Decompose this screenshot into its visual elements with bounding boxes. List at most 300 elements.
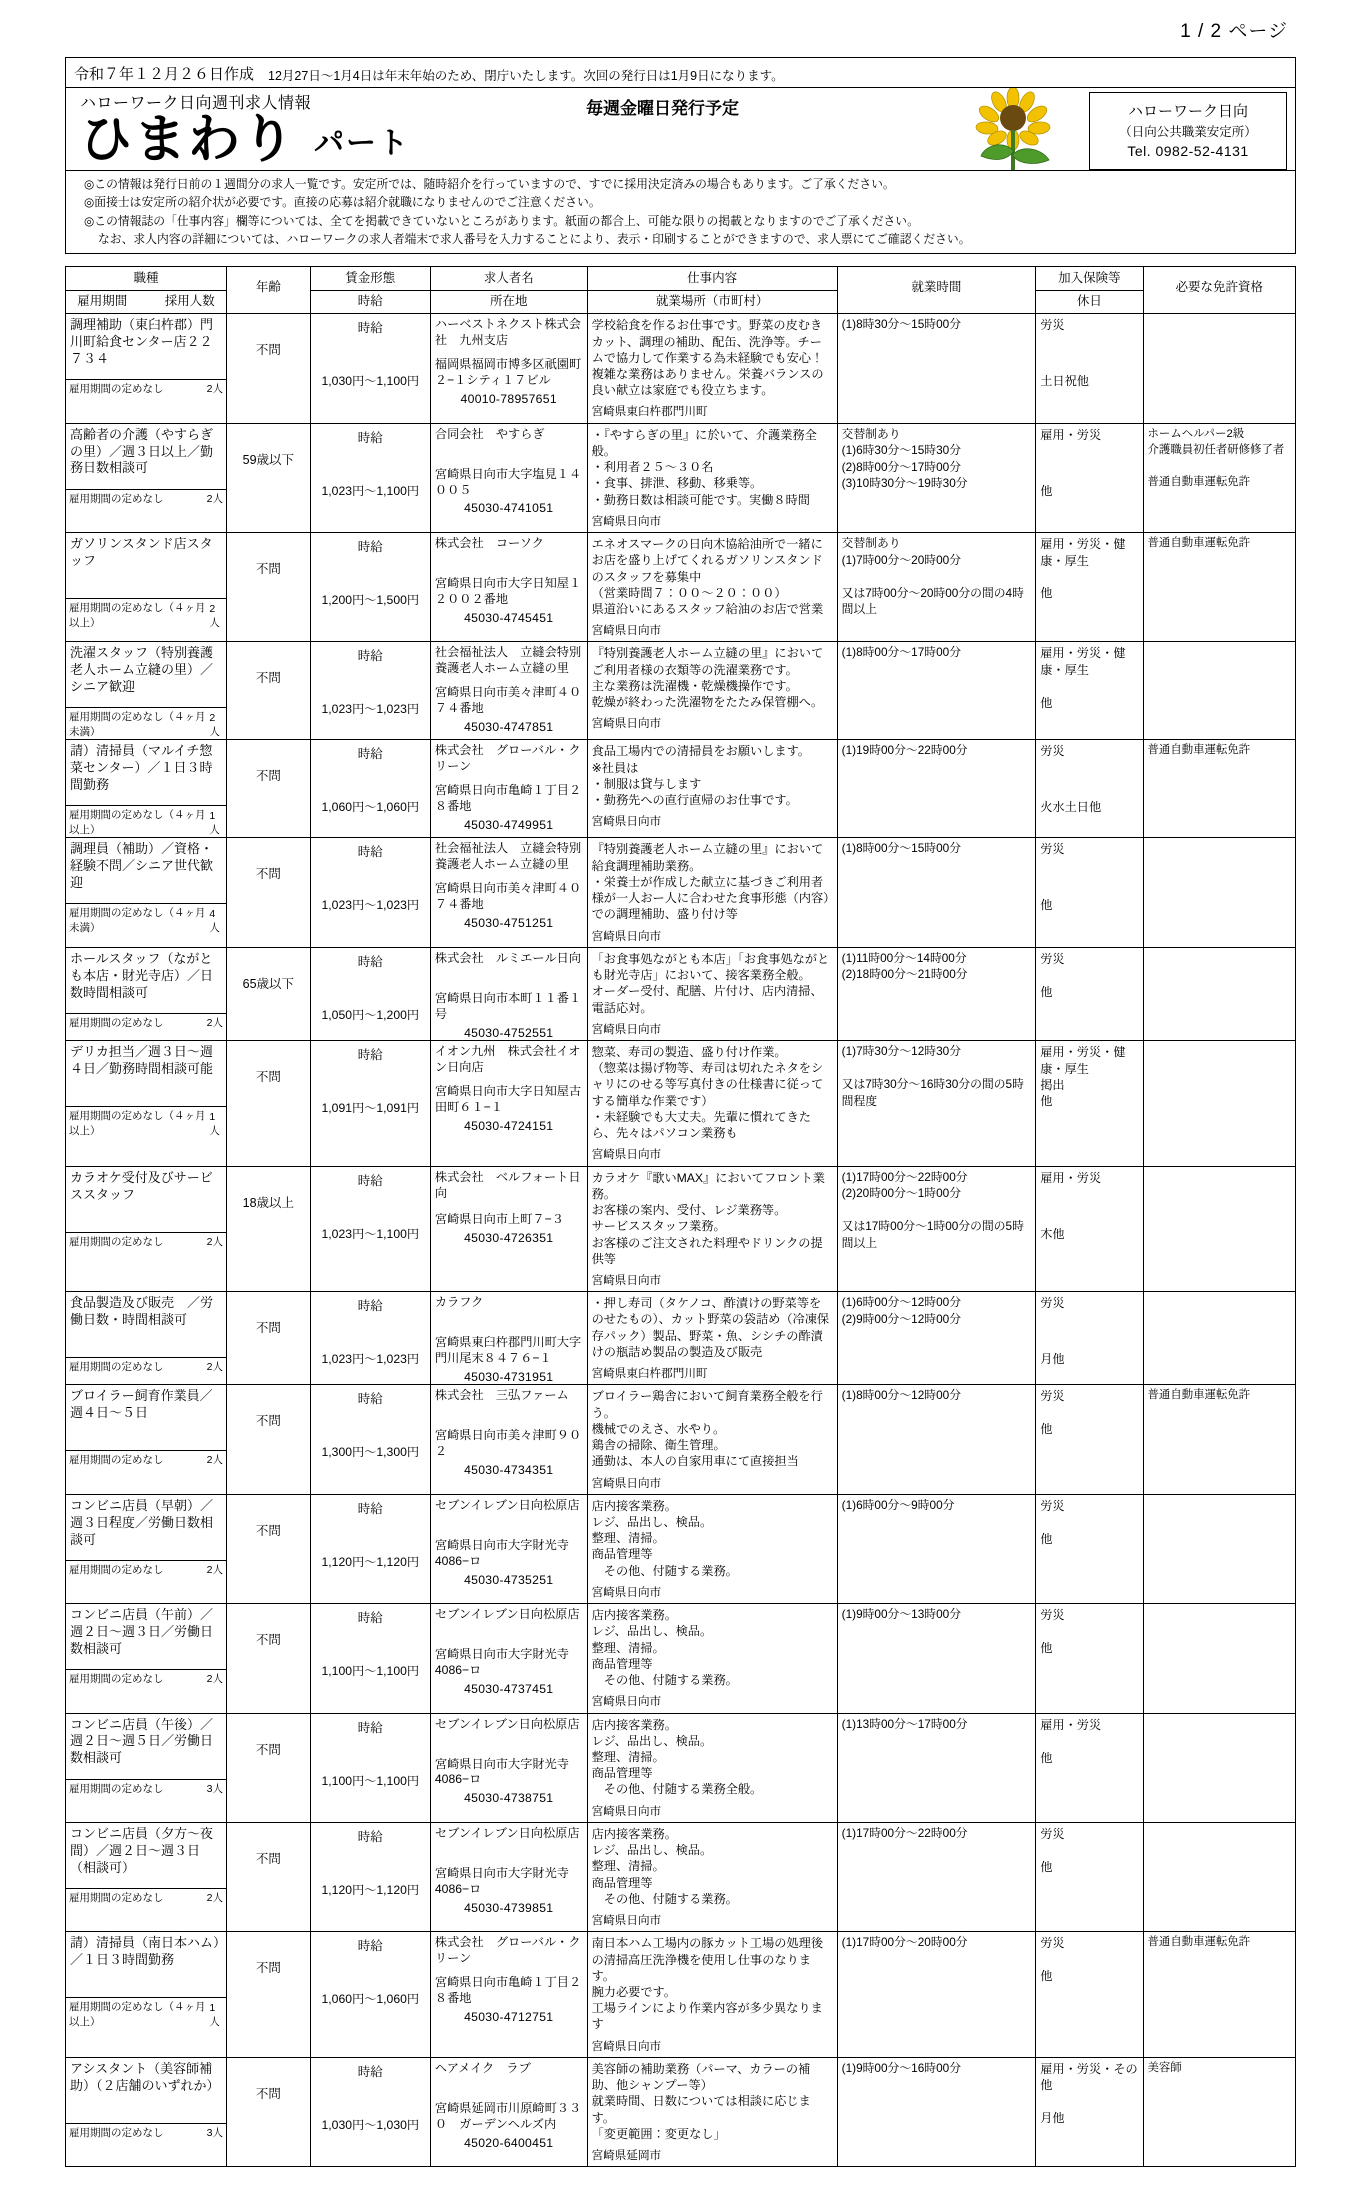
required-license-15: 普通自動車運転免許 bbox=[1147, 1936, 1251, 1949]
cell-age bbox=[226, 1494, 310, 1603]
job-listing-table bbox=[65, 266, 1296, 2167]
cell-insurance bbox=[1036, 740, 1143, 838]
cell-license bbox=[1143, 423, 1295, 532]
wage-range-3: 1,023円〜1,023円 bbox=[321, 702, 420, 717]
holidays-3 bbox=[1036, 714, 1142, 727]
required-license-1: ホームヘルパー2級 介護職員初任者研修修了者 普通自動車運転免許 bbox=[1147, 427, 1285, 488]
cell-job bbox=[66, 1713, 227, 1822]
employer-address-13: 宮崎県日向市大字財光寺4086−ロ bbox=[434, 1756, 569, 1787]
cell-insurance bbox=[1036, 1822, 1143, 1931]
required-license-5 bbox=[1144, 838, 1295, 844]
cell-employer bbox=[430, 642, 587, 740]
cell-license bbox=[1143, 1166, 1295, 1292]
employer-address-1: 宮崎県日向市大字塩見１４００５ bbox=[434, 466, 582, 497]
cell-wage bbox=[310, 740, 430, 838]
cell-job bbox=[66, 838, 227, 947]
cell-hours bbox=[837, 838, 1036, 947]
office-info-box bbox=[1089, 92, 1287, 170]
job-title-6: ホールスタッフ（ながとも本店・財光寺店）／日数時間相談可 bbox=[70, 950, 214, 1000]
wage-form-8: 時給 bbox=[357, 1173, 383, 1188]
work-location-14: 宮崎県日向市 bbox=[591, 1914, 662, 1928]
table-row bbox=[66, 1713, 1296, 1822]
office-name: ハローワーク日向 bbox=[1127, 103, 1248, 120]
work-location-9: 宮崎県東臼杵郡門川町 bbox=[591, 1367, 708, 1381]
cell-wage bbox=[310, 1385, 430, 1494]
age-value-14: 不問 bbox=[255, 1851, 281, 1866]
job-title-3: 洗濯スタッフ（特別養護老人ホーム立縫の里）／シニア歓迎 bbox=[70, 645, 214, 695]
job-period-13: 雇用期間の定めなし 3人 bbox=[66, 1779, 226, 1796]
work-description-3: 『特別養護老人ホーム立縫の里』においてご利用者様の衣類等の洗濯業務です。 主な業務は洗濯機・乾燥機操作です。 乾燥が終わった洗濯物をたたみ保管棚へ。 bbox=[591, 646, 824, 710]
age-value-8: 18歳以上 bbox=[242, 1195, 295, 1210]
work-description-7: 惣菜、寿司の製造、盛り付け作業。 （惣菜は揚げ物等、寿司は切れたネタをシャリにのせる等写真付きの仕様書に従ってする簡単な作業です） ・未経験でも大丈夫。先輩に慣れてきたら、先々はパソコン業務も bbox=[591, 1045, 824, 1141]
age-value-6: 65歳以下 bbox=[242, 976, 295, 991]
required-license-16: 美容師 bbox=[1147, 2061, 1182, 2074]
work-hours-14: (1)17時00分〜22時00分 bbox=[841, 1825, 968, 1840]
age-value-3: 不問 bbox=[255, 671, 281, 686]
cell-work bbox=[587, 1385, 837, 1494]
cell-insurance bbox=[1036, 1041, 1143, 1167]
cell-license bbox=[1143, 1041, 1295, 1167]
job-title-12: コンビニ店員（午前）／週２日〜週３日／労働日数相談可 bbox=[70, 1607, 214, 1656]
wage-range-14: 1,120円〜1,120円 bbox=[321, 1882, 420, 1897]
cell-hours bbox=[837, 1932, 1036, 2058]
cell-hours bbox=[837, 1041, 1036, 1167]
holidays-0: 土日祝他 bbox=[1040, 374, 1089, 389]
cell-work bbox=[587, 642, 837, 740]
required-license-3 bbox=[1144, 642, 1295, 648]
cell-wage bbox=[310, 1166, 430, 1292]
cell-job bbox=[66, 314, 227, 423]
cell-wage bbox=[310, 1932, 430, 2058]
job-number-10: 45030-4734351 bbox=[464, 1463, 554, 1478]
wage-range-13: 1,100円〜1,100円 bbox=[321, 1773, 420, 1788]
cell-employer bbox=[430, 947, 587, 1040]
wage-form-11: 時給 bbox=[357, 1501, 383, 1516]
employer-address-10: 宮崎県日向市美々津町９０２ bbox=[434, 1428, 582, 1459]
cell-wage bbox=[310, 1292, 430, 1385]
cell-license bbox=[1143, 642, 1295, 740]
wage-range-0: 1,030円〜1,100円 bbox=[321, 374, 420, 389]
cell-work bbox=[587, 947, 837, 1040]
insurance-7: 雇用・労災・健康・厚生 掲出 他 bbox=[1040, 1045, 1126, 1109]
age-value-4: 不問 bbox=[255, 769, 281, 784]
job-title-11: コンビニ店員（早朝）／週３日程度／労働日数相談可 bbox=[70, 1497, 214, 1547]
job-number-5: 45030-4751251 bbox=[464, 916, 554, 931]
age-value-10: 不問 bbox=[255, 1414, 281, 1429]
wage-range-10: 1,300円〜1,300円 bbox=[321, 1445, 420, 1460]
work-description-13: 店内接客業務。 レジ、品出し、検品。 整理、清掃。 商品管理等 その他、付随する業務全般。 bbox=[591, 1717, 763, 1797]
work-location-6: 宮崎県日向市 bbox=[591, 1022, 662, 1036]
age-value-12: 不問 bbox=[255, 1633, 281, 1648]
work-hours-9: (1)6時00分〜12時00分 (2)9時00分〜12時00分 bbox=[841, 1295, 961, 1326]
job-title-15: 請）清掃員（南日本ハム）／１日３時間勤務 bbox=[70, 1935, 220, 1968]
work-hours-15: (1)17時00分〜20時00分 bbox=[841, 1935, 968, 1950]
job-title-13: コンビニ店員（午後）／週２日〜週５日／労働日数相談可 bbox=[70, 1716, 214, 1766]
required-license-11 bbox=[1144, 1495, 1295, 1501]
holidays-4: 火水土日他 bbox=[1040, 800, 1102, 815]
cell-job bbox=[66, 1494, 227, 1603]
wage-range-5: 1,023円〜1,023円 bbox=[321, 898, 420, 913]
table-row bbox=[66, 1822, 1296, 1931]
cell-insurance bbox=[1036, 1292, 1143, 1385]
wage-form-7: 時給 bbox=[357, 1048, 383, 1063]
job-number-12: 45030-4737451 bbox=[464, 1681, 554, 1696]
employer-name-11: セブンイレブン日向松原店 bbox=[434, 1497, 580, 1512]
cell-insurance bbox=[1036, 1713, 1143, 1822]
job-number-14: 45030-4739851 bbox=[464, 1900, 554, 1915]
holidays-7 bbox=[1036, 1113, 1142, 1126]
wage-form-10: 時給 bbox=[357, 1392, 383, 1407]
insurance-15: 労災 他 bbox=[1040, 1936, 1065, 1984]
cell-age bbox=[226, 1932, 310, 2058]
work-description-12: 店内接客業務。 レジ、品出し、検品。 整理、清掃。 商品管理等 その他、付随する業務。 bbox=[591, 1608, 738, 1688]
job-title-9: 食品製造及び販売 ／労働日数・時間相談可 bbox=[70, 1295, 214, 1328]
publication-subtitle: ハローワーク日向週刊求人情報 bbox=[80, 95, 312, 112]
age-value-5: 不問 bbox=[255, 867, 281, 882]
wage-range-2: 1,200円〜1,500円 bbox=[321, 593, 420, 608]
employer-name-3: 社会福祉法人 立縫会特別養護老人ホーム立縫の里 bbox=[434, 645, 582, 676]
work-location-7: 宮崎県日向市 bbox=[591, 1148, 662, 1162]
required-license-6 bbox=[1144, 948, 1295, 954]
work-hours-16: (1)9時00分〜16時00分 bbox=[841, 2060, 961, 2075]
cell-hours bbox=[837, 1713, 1036, 1822]
table-row bbox=[66, 314, 1296, 423]
insurance-14: 労災 他 bbox=[1040, 1826, 1065, 1874]
cell-age bbox=[226, 1604, 310, 1713]
cell-work bbox=[587, 1822, 837, 1931]
wage-form-9: 時給 bbox=[357, 1299, 383, 1314]
job-period-0: 雇用期間の定めなし 2人 bbox=[66, 379, 226, 396]
work-hours-7: (1)7時30分〜12時30分 又は7時30分〜16時30分の間の5時間程度 bbox=[841, 1044, 1024, 1108]
col-header-insurance: 加入保険等 休日 bbox=[1036, 267, 1143, 314]
cell-job bbox=[66, 423, 227, 532]
cell-hours bbox=[837, 1494, 1036, 1603]
holidays-1: 他 bbox=[1040, 483, 1053, 498]
work-description-8: カラオケ『歌いMAX』においてフロント業務。 お客様の案内、受付、レジ業務等。 サービススタッフ業務。 お客様のご注文された料理やドリンクの提供等 bbox=[591, 1170, 825, 1266]
work-hours-1: 交替制あり (1)6時30分〜15時30分 (2)8時00分〜17時00分 (3)10時30分〜19時30分 bbox=[841, 426, 968, 491]
job-period-3: 雇用期間の定めなし（４ヶ月未満） 2人 bbox=[66, 707, 226, 739]
note-1: ◎この情報は発行日前の１週間分の求人一覧です。安定所では、随時紹介を行っていますので、すでに採用決定済みの場合もあります。ご了承ください。 bbox=[84, 177, 895, 192]
table-row bbox=[66, 1041, 1296, 1167]
wage-form-13: 時給 bbox=[357, 1720, 383, 1735]
required-license-10: 普通自動車運転免許 bbox=[1147, 1389, 1251, 1402]
holidays-6 bbox=[1036, 1013, 1142, 1026]
table-row bbox=[66, 533, 1296, 642]
employer-address-5: 宮崎県日向市美々津町４０７４番地 bbox=[434, 881, 582, 912]
required-license-0 bbox=[1144, 314, 1295, 320]
employer-address-11: 宮崎県日向市大字財光寺4086−ロ bbox=[434, 1537, 569, 1568]
cell-license bbox=[1143, 838, 1295, 947]
holidays-16 bbox=[1036, 2130, 1142, 2143]
required-license-14 bbox=[1144, 1823, 1295, 1829]
cell-insurance bbox=[1036, 314, 1143, 423]
publication-edition: パート bbox=[314, 126, 411, 160]
cell-job bbox=[66, 1385, 227, 1494]
job-title-1: 高齢者の介護（やすらぎの里）／週３日以上／勤務日数相談可 bbox=[70, 426, 214, 476]
employer-address-2: 宮崎県日向市大字日知屋１２００２番地 bbox=[434, 576, 582, 606]
cell-hours bbox=[837, 1166, 1036, 1292]
wage-range-8: 1,023円〜1,100円 bbox=[321, 1226, 420, 1241]
cell-hours bbox=[837, 947, 1036, 1040]
table-row bbox=[66, 740, 1296, 838]
table-row bbox=[66, 947, 1296, 1040]
insurance-0: 労災 bbox=[1040, 318, 1065, 333]
required-license-8 bbox=[1144, 1167, 1295, 1173]
cell-hours bbox=[837, 533, 1036, 642]
job-number-16: 45020-6400451 bbox=[464, 2135, 554, 2150]
cell-license bbox=[1143, 1822, 1295, 1931]
required-license-4: 普通自動車運転免許 bbox=[1147, 744, 1251, 757]
cell-insurance bbox=[1036, 2057, 1143, 2166]
insurance-16: 雇用・労災・その他 月他 bbox=[1040, 2061, 1138, 2126]
job-period-1: 雇用期間の定めなし 2人 bbox=[66, 489, 226, 506]
job-title-7: デリカ担当／週３日〜週４日／勤務時間相談可能 bbox=[70, 1044, 214, 1076]
required-license-12 bbox=[1144, 1604, 1295, 1610]
age-value-9: 不問 bbox=[255, 1321, 281, 1336]
employer-name-1: 合同会社 やすらぎ bbox=[434, 426, 545, 441]
cell-work bbox=[587, 1292, 837, 1385]
table-row bbox=[66, 1385, 1296, 1494]
work-hours-12: (1)9時00分〜13時00分 bbox=[841, 1607, 961, 1622]
cell-hours bbox=[837, 740, 1036, 838]
cell-insurance bbox=[1036, 1604, 1143, 1713]
job-title-8: カラオケ受付及びサービススタッフ bbox=[70, 1169, 213, 1202]
cell-age bbox=[226, 1713, 310, 1822]
cell-hours bbox=[837, 642, 1036, 740]
cell-age bbox=[226, 740, 310, 838]
cell-wage bbox=[310, 642, 430, 740]
wage-range-7: 1,091円〜1,091円 bbox=[321, 1101, 420, 1116]
employer-name-7: イオン九州 株式会社イオン日向店 bbox=[434, 1044, 581, 1074]
cell-license bbox=[1143, 2057, 1295, 2166]
work-description-10: ブロイラー鶏舎において飼育業務全般を行う。 機械でのえさ、水やり。 鶏舎の掃除、衛生管理。 通勤は、本人の自家用車にて直接担当 bbox=[591, 1389, 823, 1469]
cell-employer bbox=[430, 1385, 587, 1494]
cell-insurance bbox=[1036, 838, 1143, 947]
age-value-0: 不問 bbox=[255, 343, 281, 358]
holidays-8: 木他 bbox=[1040, 1226, 1065, 1241]
table-row bbox=[66, 1604, 1296, 1713]
job-number-2: 45030-4745451 bbox=[464, 610, 554, 625]
cell-hours bbox=[837, 1385, 1036, 1494]
col-header-hours: 就業時間 bbox=[837, 267, 1036, 314]
job-period-9: 雇用期間の定めなし 2人 bbox=[66, 1357, 226, 1374]
work-hours-13: (1)13時00分〜17時00分 bbox=[841, 1716, 968, 1731]
job-number-9: 45030-4731951 bbox=[464, 1369, 554, 1384]
cell-job bbox=[66, 2057, 227, 2166]
work-description-9: ・押し寿司（タケノコ、酢漬けの野菜等をのせたもの）、カット野菜の袋詰め（冷凍保存パック）製品、野菜・魚、シシチの酢漬けの瓶詰め製品の製造及び販売 bbox=[591, 1296, 830, 1359]
insurance-6: 労災 他 bbox=[1040, 951, 1065, 999]
insurance-4: 労災 bbox=[1040, 744, 1065, 759]
cell-employer bbox=[430, 1713, 587, 1822]
work-location-4: 宮崎県日向市 bbox=[591, 815, 662, 829]
work-location-16: 宮崎県延岡市 bbox=[591, 2149, 662, 2163]
table-row bbox=[66, 1166, 1296, 1292]
job-number-6: 45030-4752551 bbox=[464, 1025, 554, 1040]
cell-work bbox=[587, 838, 837, 947]
cell-license bbox=[1143, 1932, 1295, 2058]
cell-wage bbox=[310, 1822, 430, 1931]
work-hours-8: (1)17時00分〜22時00分 (2)20時00分〜1時00分 又は17時00分〜1時00分の間の5時間以上 bbox=[841, 1169, 1024, 1250]
work-description-0: 学校給食を作るお仕事です。野菜の皮むきカット、調理の補助、配缶、洗浄等。チームで協力して作業する為未経験でも安心！複雑な業務はありません。栄養バランスの良い献立は家庭でも役立ちます。 bbox=[591, 318, 824, 398]
col-header-job: 職種 雇用期間 採用人数 bbox=[66, 267, 227, 314]
cell-age bbox=[226, 314, 310, 423]
cell-employer bbox=[430, 1292, 587, 1385]
job-period-12: 雇用期間の定めなし 2人 bbox=[66, 1669, 226, 1686]
job-number-4: 45030-4749951 bbox=[464, 818, 554, 833]
cell-hours bbox=[837, 314, 1036, 423]
cell-age bbox=[226, 1822, 310, 1931]
job-title-0: 調理補助（東臼杵郡）門川町給食センター店２２７３４ bbox=[70, 317, 214, 367]
cell-license bbox=[1143, 1604, 1295, 1713]
table-row bbox=[66, 1292, 1296, 1385]
cell-license bbox=[1143, 1292, 1295, 1385]
office-subname: （日向公共職業安定所） bbox=[1119, 124, 1257, 139]
job-period-7: 雇用期間の定めなし（４ヶ月以上） 1人 bbox=[66, 1106, 226, 1138]
employer-name-5: 社会福祉法人 立縫会特別養護老人ホーム立縫の里 bbox=[434, 841, 582, 872]
cell-employer bbox=[430, 2057, 587, 2166]
cell-age bbox=[226, 838, 310, 947]
wage-form-14: 時給 bbox=[357, 1829, 383, 1844]
cell-insurance bbox=[1036, 1494, 1143, 1603]
job-period-11: 雇用期間の定めなし 2人 bbox=[66, 1560, 226, 1577]
cell-license bbox=[1143, 533, 1295, 642]
employer-address-15: 宮崎県日向市亀崎１丁目２８番地 bbox=[434, 1975, 582, 2006]
work-description-15: 南日本ハム工場内の豚カット工場の処理後の清掃高圧洗浄機を使用し仕事のなります。 腕力必要です。 工場ラインにより作業内容が多少異なります bbox=[591, 1936, 824, 2032]
wage-range-12: 1,100円〜1,100円 bbox=[321, 1664, 420, 1679]
cell-employer bbox=[430, 1494, 587, 1603]
work-location-11: 宮崎県日向市 bbox=[591, 1585, 662, 1599]
table-row bbox=[66, 838, 1296, 947]
wage-form-12: 時給 bbox=[357, 1611, 383, 1626]
cell-license bbox=[1143, 947, 1295, 1040]
work-location-12: 宮崎県日向市 bbox=[591, 1695, 662, 1709]
employer-address-16: 宮崎県延岡市川原崎町３３０ ガーデンヘルズ内 bbox=[434, 2100, 582, 2131]
work-location-10: 宮崎県日向市 bbox=[591, 1476, 662, 1490]
note-2: ◎面接士は安定所の紹介状が必要です。直接の応募は紹介就職になりませんのでご注意ください。 bbox=[84, 195, 601, 210]
cell-work bbox=[587, 1494, 837, 1603]
insurance-5: 労災 bbox=[1040, 842, 1065, 857]
work-description-6: 「お食事処ながとも本店」「お食事処ながとも財光寺店」において、接客業務全般。 オーダー受付、配膳、片付け、店内清掃、電話応対。 bbox=[591, 951, 830, 1015]
cell-work bbox=[587, 1604, 837, 1713]
cell-insurance bbox=[1036, 533, 1143, 642]
required-license-13 bbox=[1144, 1714, 1295, 1720]
job-period-10: 雇用期間の定めなし 2人 bbox=[66, 1450, 226, 1467]
note-3: ◎この情報誌の「仕事内容」欄等については、全てを掲載できていないところがあります。紙面の都合上、可能な限りの掲載となりますのでご了承ください。 bbox=[84, 213, 919, 228]
insurance-1: 雇用・労災 bbox=[1040, 427, 1102, 442]
cell-employer bbox=[430, 1041, 587, 1167]
age-value-1: 59歳以下 bbox=[242, 452, 295, 467]
required-license-2: 普通自動車運転免許 bbox=[1147, 537, 1251, 550]
employer-name-4: 株式会社 グローバル・クリーン bbox=[434, 743, 581, 774]
age-value-2: 不問 bbox=[255, 562, 281, 577]
job-period-14: 雇用期間の定めなし 2人 bbox=[66, 1888, 226, 1905]
cell-hours bbox=[837, 1604, 1036, 1713]
table-row bbox=[66, 1494, 1296, 1603]
cell-work bbox=[587, 533, 837, 642]
employer-name-15: 株式会社 グローバル・クリーン bbox=[434, 1935, 581, 1966]
cell-hours bbox=[837, 1292, 1036, 1385]
newsletter-header bbox=[65, 57, 1296, 254]
cell-work bbox=[587, 314, 837, 423]
cell-age bbox=[226, 947, 310, 1040]
work-hours-4: (1)19時00分〜22時00分 bbox=[841, 743, 968, 758]
job-number-0: 40010-78957651 bbox=[460, 392, 557, 407]
wage-form-6: 時給 bbox=[357, 954, 383, 969]
wage-range-11: 1,120円〜1,120円 bbox=[321, 1554, 420, 1569]
wage-range-9: 1,023円〜1,023円 bbox=[321, 1352, 420, 1367]
holidays-15 bbox=[1036, 1997, 1142, 2010]
cell-job bbox=[66, 1292, 227, 1385]
col-header-wage: 賃金形態 時給 bbox=[310, 267, 430, 314]
cell-hours bbox=[837, 1822, 1036, 1931]
job-period-5: 雇用期間の定めなし（４ヶ月未満） 4人 bbox=[66, 903, 226, 935]
header-office bbox=[957, 88, 1295, 170]
work-location-0: 宮崎県東臼杵郡門川町 bbox=[591, 405, 708, 419]
cell-job bbox=[66, 947, 227, 1040]
wage-form-16: 時給 bbox=[357, 2064, 383, 2079]
cell-wage bbox=[310, 838, 430, 947]
employer-address-3: 宮崎県日向市美々津町４０７４番地 bbox=[434, 685, 582, 716]
job-period-8: 雇用期間の定めなし 2人 bbox=[66, 1232, 226, 1249]
employer-address-8: 宮崎県日向市上町７−３ bbox=[434, 1211, 564, 1226]
required-license-9 bbox=[1144, 1292, 1295, 1298]
cell-job bbox=[66, 740, 227, 838]
cell-employer bbox=[430, 1166, 587, 1292]
table-row bbox=[66, 642, 1296, 740]
cell-license bbox=[1143, 1713, 1295, 1822]
cell-age bbox=[226, 2057, 310, 2166]
publication-title: ひまわり bbox=[80, 110, 297, 170]
holidays-5: 他 bbox=[1040, 898, 1053, 913]
office-telephone: Tel. 0982-52-4131 bbox=[1127, 142, 1249, 159]
cell-employer bbox=[430, 1604, 587, 1713]
insurance-10: 労災 他 bbox=[1040, 1389, 1065, 1437]
job-number-11: 45030-4735251 bbox=[464, 1572, 554, 1587]
cell-license bbox=[1143, 740, 1295, 838]
cell-employer bbox=[430, 1822, 587, 1931]
cell-age bbox=[226, 1041, 310, 1167]
insurance-12: 労災 他 bbox=[1040, 1608, 1065, 1656]
work-hours-6: (1)11時00分〜14時00分 (2)18時00分〜21時00分 bbox=[841, 950, 968, 982]
table-row bbox=[66, 1932, 1296, 2058]
col-header-license: 必要な免許資格 bbox=[1143, 267, 1295, 314]
employer-address-4: 宮崎県日向市亀崎１丁目２８番地 bbox=[434, 783, 582, 814]
job-number-8: 45030-4726351 bbox=[464, 1230, 554, 1245]
work-location-1: 宮崎県日向市 bbox=[591, 514, 662, 528]
holidays-12 bbox=[1036, 1669, 1142, 1682]
work-location-2: 宮崎県日向市 bbox=[591, 624, 662, 638]
work-location-15: 宮崎県日向市 bbox=[591, 2039, 662, 2053]
table-row bbox=[66, 423, 1296, 532]
age-value-15: 不問 bbox=[255, 1961, 281, 1976]
work-hours-11: (1)6時00分〜9時00分 bbox=[841, 1497, 955, 1512]
cell-work bbox=[587, 1713, 837, 1822]
cell-hours bbox=[837, 423, 1036, 532]
cell-job bbox=[66, 1822, 227, 1931]
wage-form-3: 時給 bbox=[357, 649, 383, 664]
work-location-3: 宮崎県日向市 bbox=[591, 717, 662, 731]
cell-work bbox=[587, 1166, 837, 1292]
insurance-2: 雇用・労災・健康・厚生 他 bbox=[1040, 537, 1126, 601]
header-notes bbox=[66, 170, 1295, 253]
employer-name-14: セブンイレブン日向松原店 bbox=[434, 1825, 580, 1840]
job-title-5: 調理員（補助）／資格・経験不問／シニア世代歓迎 bbox=[70, 841, 214, 891]
job-title-14: コンビニ店員（夕方〜夜間）／週２日〜週３日（相談可） bbox=[70, 1825, 214, 1875]
cell-employer bbox=[430, 423, 587, 532]
wage-range-4: 1,060円〜1,060円 bbox=[321, 800, 420, 815]
cell-insurance bbox=[1036, 423, 1143, 532]
employer-name-12: セブンイレブン日向松原店 bbox=[434, 1607, 580, 1622]
